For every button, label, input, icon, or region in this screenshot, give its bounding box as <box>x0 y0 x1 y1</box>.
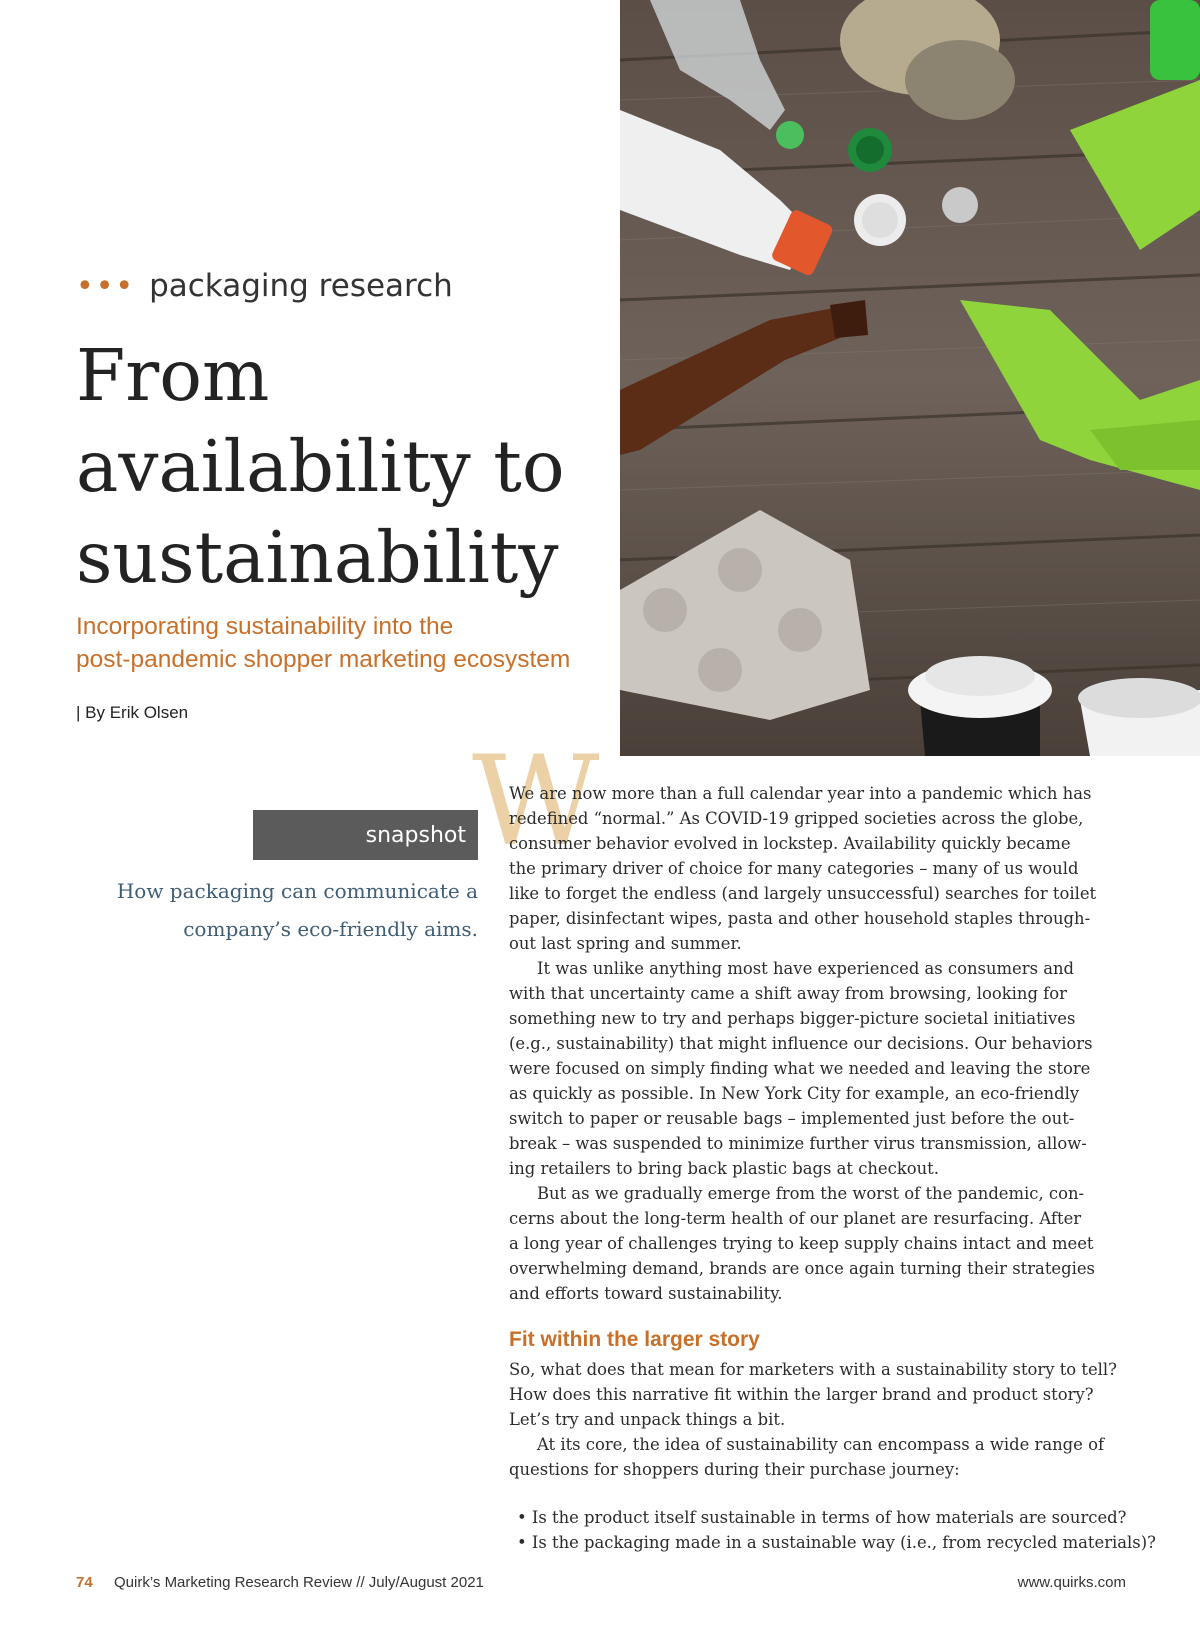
section-dots: ••• <box>76 268 136 304</box>
drop-cap: W <box>472 730 600 874</box>
body-text-line: something new to try and perhaps bigger-picture societal initiatives <box>509 1009 1076 1028</box>
body-text-line: cerns about the long-term health of our planet are resurfacing. After <box>509 1209 1082 1228</box>
body-text-line: paper, disinfectant wipes, pasta and other household staples through- <box>509 909 1091 928</box>
page-number: 74 <box>76 1574 93 1591</box>
article-headline <box>76 330 616 603</box>
body-text-line: as quickly as possible. In New York City for example, an eco-friendly <box>509 1084 1080 1103</box>
body-text-line: It was unlike anything most have experienced as consumers and <box>537 959 1075 978</box>
body-text-line: ing retailers to bring back plastic bags at checkout. <box>509 1159 939 1178</box>
section-tag <box>76 268 453 304</box>
body-text-line: with that uncertainty came a shift away from browsing, looking for <box>509 984 1067 1003</box>
body-text-line: a long year of challenges trying to keep supply chains intact and meet <box>509 1234 1094 1253</box>
body-text-line: Let’s try and unpack things a bit. <box>509 1410 786 1429</box>
snapshot-line: How packaging can communicate a <box>116 879 478 903</box>
website-url: www.quirks.com <box>1017 1574 1126 1591</box>
body-text-line: redefined “normal.” As COVID-19 gripped societies across the globe, <box>509 809 1084 828</box>
headline-line: From <box>76 334 270 417</box>
article-subhead: Fit within the larger story <box>509 1328 760 1351</box>
body-text-line: At its core, the idea of sustainability can encompass a wide range of <box>537 1435 1105 1454</box>
headline-line: sustainability <box>76 516 559 599</box>
body-text-line: How does this narrative fit within the larger brand and product story? <box>509 1385 1094 1404</box>
deck-line: post-pandemic shopper marketing ecosystem <box>76 646 571 673</box>
body-text-line: and efforts toward sustainability. <box>509 1284 783 1303</box>
body-text-line: But as we gradually emerge from the worst of the pandemic, con- <box>537 1184 1085 1203</box>
section-label: packaging research <box>149 268 453 304</box>
body-text-line: So, what does that mean for marketers with a sustainability story to tell? <box>509 1360 1117 1379</box>
snapshot-summary <box>110 872 478 948</box>
deck-line: Incorporating sustainability into the <box>76 613 454 640</box>
article-body-continued <box>509 1357 1134 1482</box>
bullet-list <box>517 1505 1156 1555</box>
body-text-line: like to forget the endless (and largely unsuccessful) searches for toilet <box>509 884 1097 903</box>
body-text-line: out last spring and summer. <box>509 934 742 953</box>
hero-photo-recycling <box>620 0 1200 756</box>
bullet-item: • Is the packaging made in a sustainable way (i.e., from recycled materials)? <box>517 1530 1156 1555</box>
body-text-line: overwhelming demand, brands are once again turning their strategies <box>509 1259 1095 1278</box>
bullet-item: • Is the product itself sustainable in terms of how materials are sourced? <box>517 1505 1156 1530</box>
body-text-line: We are now more than a full calendar year into a pandemic which has <box>509 784 1092 803</box>
article-body <box>509 781 1134 1306</box>
article-deck <box>76 610 596 676</box>
byline: | By Erik Olsen <box>76 703 189 722</box>
recycling-illustration <box>620 0 1200 756</box>
body-text-line: consumer behavior evolved in lockstep. Availability quickly became <box>509 834 1071 853</box>
snapshot-line: company’s eco-friendly aims. <box>183 917 478 941</box>
body-text-line: switch to paper or reusable bags – implemented just before the out- <box>509 1109 1075 1128</box>
body-text-line: were focused on simply finding what we needed and leaving the store <box>509 1059 1091 1078</box>
body-text-line: break – was suspended to minimize further virus transmission, allow- <box>509 1134 1087 1153</box>
body-text-line: the primary driver of choice for many categories – many of us would <box>509 859 1079 878</box>
publication-info: Quirk’s Marketing Research Review // July/August 2021 <box>114 1574 484 1591</box>
body-text-line: (e.g., sustainability) that might influence our decisions. Our behaviors <box>509 1034 1093 1053</box>
body-text-line: questions for shoppers during their purchase journey: <box>509 1460 960 1479</box>
snapshot-label: snapshot <box>253 810 478 860</box>
page-footer <box>76 1574 1126 1598</box>
headline-line: availability to <box>76 425 565 508</box>
